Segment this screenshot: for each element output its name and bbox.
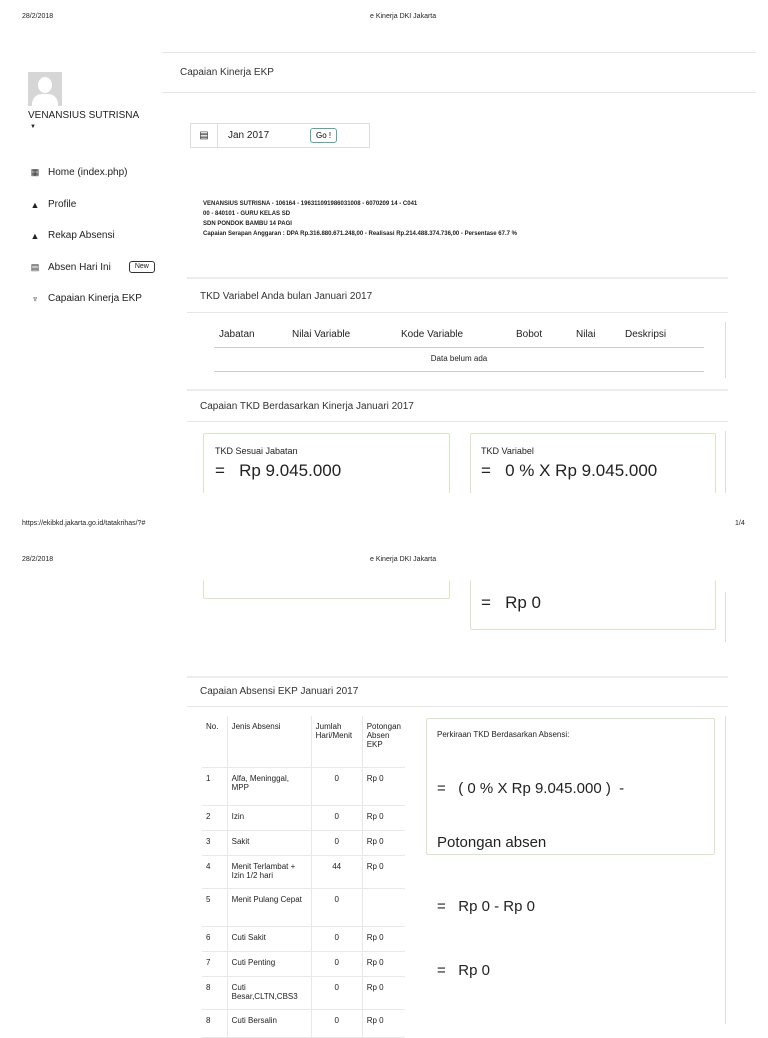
sidebar-item-absen-hari-ini[interactable]	[30, 261, 155, 273]
avatar	[28, 72, 62, 106]
perkiraan-line: = ( 0 % X Rp 9.045.000 ) -	[437, 780, 625, 797]
print-site-title: e Kinerja DKI Jakarta	[370, 556, 437, 563]
perkiraan-line: = Rp 0	[437, 962, 490, 979]
cell-jenis: Sakit	[227, 830, 311, 855]
tkd-variabel-result: = Rp 0	[481, 593, 542, 612]
sidebar-item-label: Profile	[48, 199, 77, 210]
cell-jenis: Cuti Besar,CLTN,CBS3	[227, 976, 311, 1009]
period-input[interactable]: Jan 2017	[228, 130, 270, 141]
sidebar-item-label: Absen Hari Ini	[48, 261, 111, 273]
go-button[interactable]: Go !	[310, 128, 337, 143]
cell-no: 2	[202, 805, 227, 830]
calendar-icon: ▤	[30, 261, 40, 272]
print-page-number: 1/4	[735, 520, 745, 527]
caret-down-icon[interactable]: ▼	[30, 124, 36, 130]
print-url: https://ekibkd.jakarta.go.id/tatakrihas/?#	[22, 520, 146, 527]
tkd-variabel-value: = 0 % X Rp 9.045.000	[481, 461, 658, 480]
sidebar-item-rekap-absensi[interactable]	[30, 230, 115, 241]
cell-jenis: Menit Pulang Cepat	[227, 888, 311, 926]
tkd-sesuai-jabatan-card-continued	[203, 580, 450, 599]
new-badge: New	[129, 261, 155, 273]
cell-potongan: Rp 0	[362, 855, 405, 888]
th-icon: ▦	[30, 167, 40, 177]
col-header-jumlah: Jumlah Hari/Menit	[311, 716, 362, 767]
user-icon: ▲	[30, 230, 40, 241]
card-label: TKD Variabel	[481, 446, 534, 456]
cell-jumlah: 0	[311, 976, 362, 1009]
perkiraan-formula	[437, 744, 624, 1016]
absensi-table	[202, 716, 405, 1038]
info-line: 00 - 840101 - GURU KELAS SD	[203, 211, 291, 217]
info-line: SDN PONDOK BAMBU 14 PAGI	[203, 221, 292, 227]
table-row	[202, 767, 405, 805]
col-header-no: No.	[202, 716, 227, 767]
cell-jumlah: 0	[311, 805, 362, 830]
cell-potongan: Rp 0	[362, 805, 405, 830]
sidebar-item-capaian-kinerja[interactable]	[30, 293, 142, 304]
sidebar-item-label: Capaian Kinerja EKP	[48, 293, 142, 304]
period-picker	[190, 123, 370, 148]
absensi-title: Capaian Absensi EKP Januari 2017	[200, 686, 359, 697]
cell-jumlah: 0	[311, 951, 362, 976]
calendar-icon: ▤	[191, 124, 218, 147]
info-line: Capaian Serapan Anggaran : DPA Rp.316.880.671.248,00 - Realisasi Rp.214.488.374.736,00 - Persentase 67.7 %	[203, 231, 517, 237]
cell-jenis: Menit Terlambat + Izin 1/2 hari	[227, 855, 311, 888]
col-header-kode-variable: Kode Variable	[401, 329, 464, 340]
perkiraan-line: Potongan absen	[437, 834, 547, 851]
print-date: 28/2/2018	[22, 13, 54, 20]
table-row	[202, 805, 405, 830]
cell-potongan	[362, 888, 405, 926]
cell-no: 6	[202, 926, 227, 951]
cell-potongan: Rp 0	[362, 767, 405, 805]
sidebar-item-label: Home (index.php)	[48, 167, 128, 178]
table-row	[202, 888, 405, 926]
table-row	[202, 976, 405, 1009]
user-icon: ▲	[30, 199, 40, 210]
table-row	[202, 951, 405, 976]
tkd-variabel-card-continued	[470, 580, 716, 630]
cell-no: 3	[202, 830, 227, 855]
cell-jumlah: 0	[311, 926, 362, 951]
card-label: TKD Sesuai Jabatan	[215, 446, 298, 456]
cell-jenis: Cuti Sakit	[227, 926, 311, 951]
print-date: 28/2/2018	[22, 556, 54, 563]
col-header-deskripsi: Deskripsi	[625, 329, 667, 340]
user-name[interactable]: VENANSIUS SUTRISNA	[28, 110, 140, 121]
employee-info	[203, 199, 517, 239]
capaian-tkd-title: Capaian TKD Berdasarkan Kinerja Januari 2017	[200, 401, 414, 412]
cell-no: 8	[202, 976, 227, 1009]
perkiraan-label: Perkiraan TKD Berdasarkan Absensi:	[437, 730, 570, 739]
info-line: VENANSIUS SUTRISNA - 106164 - 196311091986031008 - 6070209 14 - C041	[203, 201, 418, 207]
col-header-nilai-variable: Nilai Variable	[292, 329, 351, 340]
table-row	[202, 855, 405, 888]
sidebar-item-home[interactable]	[30, 167, 127, 178]
col-header-bobot: Bobot	[516, 329, 543, 340]
table-row	[202, 1009, 405, 1037]
cell-potongan: Rp 0	[362, 976, 405, 1009]
cell-no: 5	[202, 888, 227, 926]
print-site-title: e Kinerja DKI Jakarta	[370, 13, 437, 20]
col-header-potongan: Potongan Absen EKP	[362, 716, 405, 767]
empty-data-text: Data belum ada	[430, 354, 488, 363]
table-row	[202, 926, 405, 951]
table-row	[202, 830, 405, 855]
cell-potongan: Rp 0	[362, 830, 405, 855]
tkd-variabel-title: TKD Variabel Anda bulan Januari 2017	[200, 291, 373, 302]
sidebar-item-label: Rekap Absensi	[48, 230, 115, 241]
cell-jenis: Cuti Penting	[227, 951, 311, 976]
cell-no: 4	[202, 855, 227, 888]
perkiraan-card	[426, 718, 715, 979]
perkiraan-line: = Rp 0 - Rp 0	[437, 898, 535, 915]
sidebar-item-profile[interactable]	[30, 199, 76, 210]
col-header-nilai: Nilai	[576, 329, 596, 340]
cell-potongan: Rp 0	[362, 1009, 405, 1037]
tkd-jabatan-value: = Rp 9.045.000	[215, 461, 342, 480]
cell-jenis: Cuti Bersalin	[227, 1009, 311, 1037]
cell-jumlah: 0	[311, 1009, 362, 1037]
cell-no: 1	[202, 767, 227, 805]
cell-potongan: Rp 0	[362, 951, 405, 976]
cell-jumlah: 0	[311, 830, 362, 855]
cell-no: 8	[202, 1009, 227, 1037]
cell-jenis: Izin	[227, 805, 311, 830]
cell-potongan: Rp 0	[362, 926, 405, 951]
col-header-jenis: Jenis Absensi	[227, 716, 311, 767]
trophy-icon: ♆	[31, 293, 39, 304]
cell-jumlah: 0	[311, 767, 362, 805]
col-header-jabatan: Jabatan	[219, 329, 255, 340]
cell-jumlah: 0	[311, 888, 362, 926]
page-title: Capaian Kinerja EKP	[180, 67, 274, 78]
cell-jenis: Alfa, Meninggal, MPP	[227, 767, 311, 805]
absensi-table-wrap	[202, 716, 405, 1038]
cell-no: 7	[202, 951, 227, 976]
cell-jumlah: 44	[311, 855, 362, 888]
